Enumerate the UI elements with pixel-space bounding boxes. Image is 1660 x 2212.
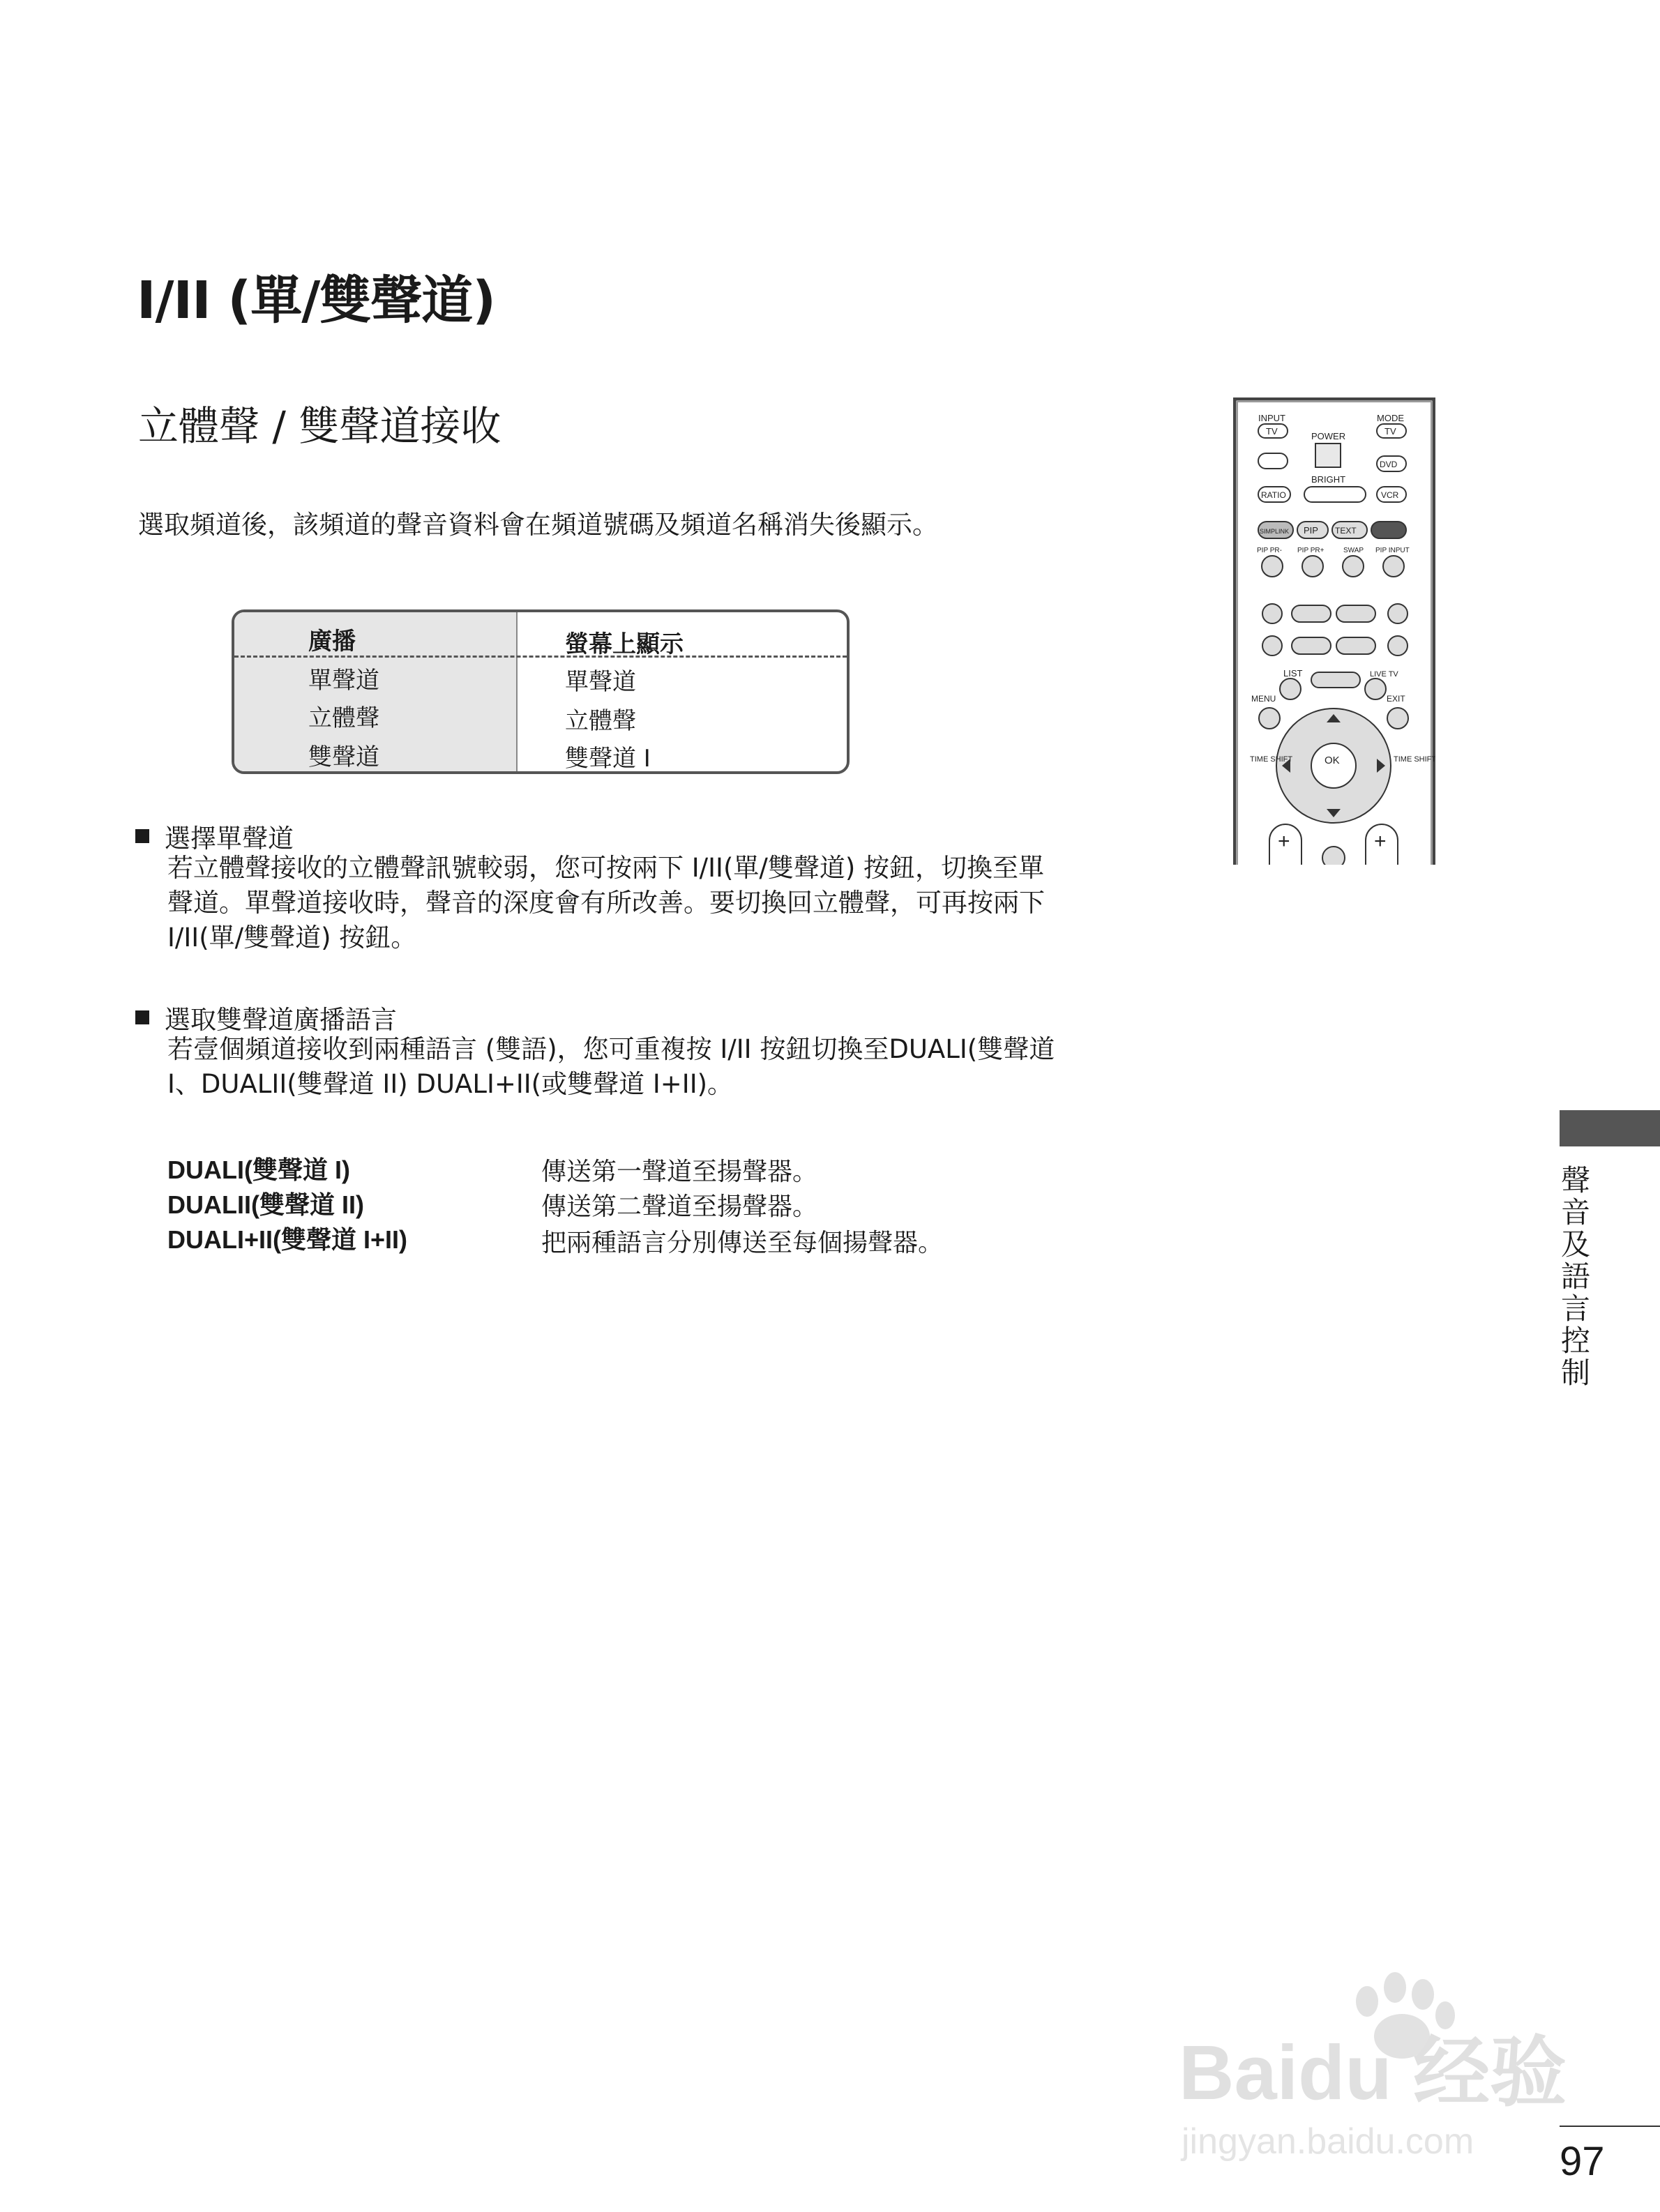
section1-line: I/II(單/雙聲道) 按鈕。	[167, 923, 417, 953]
table-divider	[516, 612, 518, 771]
section-subtitle: 立體聲 / 雙聲道接收	[138, 402, 501, 450]
page-title: I/II (單/雙聲道)	[137, 271, 496, 331]
remote-label: SIMPLINK	[1260, 528, 1290, 535]
dual-mode-name: DUALI(雙聲道 I)	[167, 1156, 350, 1184]
remote-label: PIP	[1304, 525, 1318, 536]
table-header-broadcast: 廣播	[308, 628, 356, 656]
remote-label: BRIGHT	[1311, 474, 1346, 485]
broadcast-display-table	[232, 609, 850, 774]
svg-text:+: +	[1374, 830, 1387, 853]
section2-heading: 選取雙聲道廣播語言	[135, 999, 397, 1036]
section2-line: 若壹個頻道接收到兩種語言 (雙語)，您可重複按 I/II 按鈕切換至DUALI(雙聲道	[167, 1034, 1055, 1064]
table-cell: 單聲道	[565, 668, 636, 696]
table-cell: 立體聲	[565, 707, 636, 735]
baidu-watermark	[1179, 1953, 1569, 2162]
remote-label: TEXT	[1335, 526, 1357, 536]
table-header-display: 螢幕上顯示	[565, 630, 684, 658]
table-cell: 立體聲	[308, 704, 379, 732]
remote-label: PIP INPUT	[1375, 547, 1410, 554]
intro-text: 選取頻道後，該頻道的聲音資料會在頻道號碼及頻道名稱消失後顯示。	[138, 510, 938, 540]
remote-control-illustration	[1233, 397, 1435, 865]
section1-line: 若立體聲接收的立體聲訊號較弱，您可按兩下 I/II(單/雙聲道) 按鈕，切換至單	[167, 853, 1045, 883]
table-cell: 單聲道	[308, 667, 379, 695]
dual-mode-desc: 傳送第一聲道至揚聲器。	[541, 1158, 818, 1186]
remote-label: TIME SHIFT	[1250, 755, 1293, 764]
remote-label: LIST	[1283, 668, 1303, 679]
remote-label: POWER	[1311, 431, 1346, 441]
remote-label: TIME SHIFT	[1394, 755, 1435, 764]
remote-label: TV	[1266, 426, 1278, 437]
remote-label: MENU	[1251, 694, 1276, 704]
bullet-square-icon	[135, 1010, 149, 1024]
page-number-rule	[1560, 2126, 1660, 2127]
remote-label: SWAP	[1343, 547, 1364, 554]
page-number: 97	[1560, 2139, 1605, 2184]
section2-line: I、DUALII(雙聲道 II) DUALI+II(或雙聲道 I+II)。	[167, 1069, 734, 1099]
dual-mode-name: DUALI+II(雙聲道 I+II)	[167, 1225, 408, 1254]
dual-mode-desc: 把兩種語言分別傳送至每個揚聲器。	[541, 1229, 944, 1257]
remote-label: MODE	[1377, 413, 1404, 423]
remote-label: VCR	[1381, 490, 1399, 500]
dual-mode-desc: 傳送第二聲道至揚聲器。	[541, 1192, 818, 1221]
bullet-square-icon	[135, 829, 149, 843]
section1-line: 聲道。單聲道接收時，聲音的深度會有所改善。要切換回立體聲，可再按兩下	[167, 888, 1045, 918]
chapter-tab	[1560, 1110, 1660, 1146]
svg-text:+: +	[1278, 830, 1290, 853]
table-cell: 雙聲道 I	[565, 745, 651, 773]
remote-label: DVD	[1380, 460, 1398, 469]
remote-label: OK	[1325, 755, 1340, 766]
chapter-label: 聲音及語言控制	[1557, 1165, 1591, 1389]
table-cell: 雙聲道	[308, 743, 379, 771]
dual-mode-name: DUALII(雙聲道 II)	[167, 1190, 364, 1219]
remote-label: EXIT	[1387, 694, 1405, 704]
section1-heading: 選擇單聲道	[135, 817, 294, 855]
remote-label: PIP PR+	[1297, 547, 1325, 554]
remote-label: PIP PR-	[1257, 547, 1282, 554]
remote-label: RATIO	[1261, 490, 1286, 500]
remote-label: TV	[1384, 426, 1396, 437]
remote-label: LIVE TV	[1370, 670, 1398, 679]
remote-label: INPUT	[1258, 413, 1285, 423]
watermark-brand: Baidu 经验	[1179, 2030, 1567, 2116]
watermark-url: jingyan.baidu.com	[1182, 2121, 1474, 2162]
